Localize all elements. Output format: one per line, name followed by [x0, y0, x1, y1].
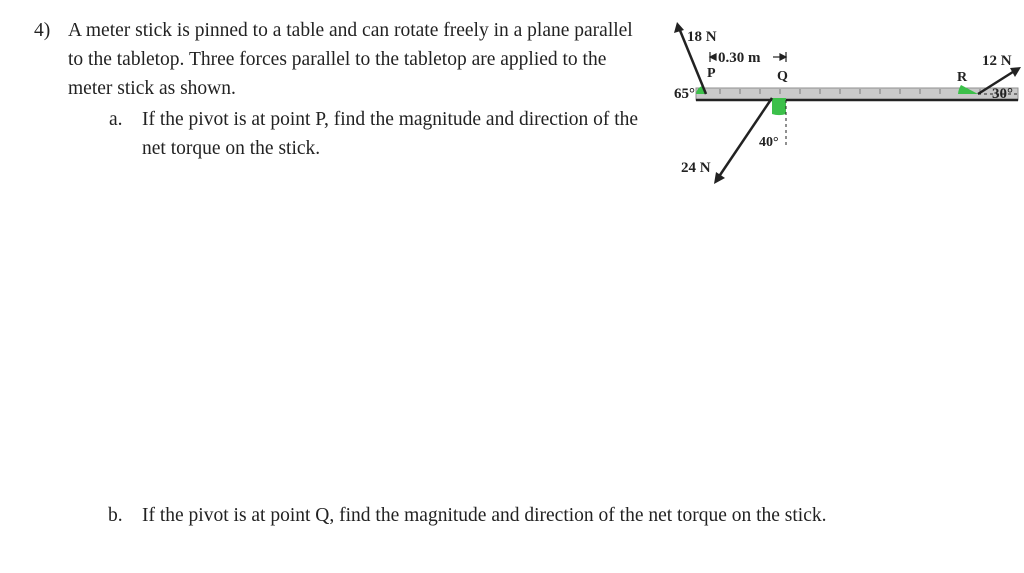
point-r-label: R: [957, 70, 968, 85]
force-label-18n: 18 N: [687, 29, 717, 45]
question-number: 4): [34, 20, 51, 41]
distance-label: 0.30 m: [718, 50, 761, 66]
force-diagram: [660, 18, 1022, 188]
point-q-label: Q: [777, 69, 788, 84]
angle-wedge-middle: [772, 98, 786, 115]
force-label-24n: 24 N: [681, 160, 711, 176]
angle-label-middle: 40°: [759, 135, 779, 150]
part-a-label: a.: [109, 109, 123, 130]
angle-label-right: 30°: [992, 86, 1013, 102]
force-label-12n: 12 N: [982, 53, 1012, 69]
angle-label-left: 65°: [674, 86, 695, 102]
part-b-label: b.: [108, 505, 123, 526]
part-a-text: If the pivot is at point P, find the magnitude and direction of the net torque on the stick.: [142, 109, 639, 159]
part-b-text: If the pivot is at point Q, find the magnitude and direction of the net torque on the stick.: [142, 505, 827, 526]
question-text: A meter stick is pinned to a table and can rotate freely in a plane parallel to the tabletop. Three forces parallel to the tabletop are applied to the meter stick as shown.: [68, 20, 633, 99]
point-p-label: P: [707, 66, 716, 81]
